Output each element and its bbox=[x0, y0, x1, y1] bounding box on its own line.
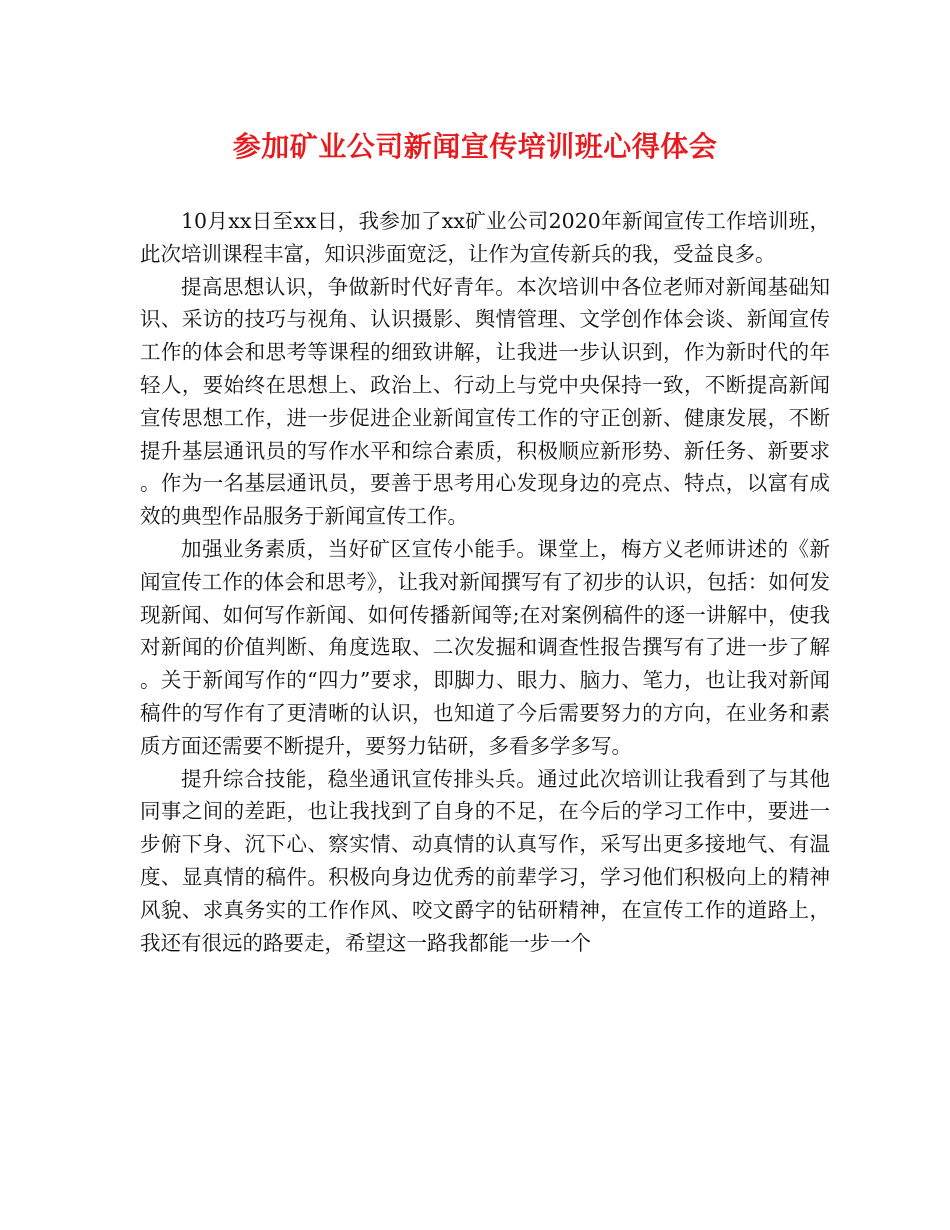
document-title: 参加矿业公司新闻宣传培训班心得体会 bbox=[232, 130, 718, 163]
paragraph-thought: 提高思想认识，争做新时代好青年。本次培训中各位老师对新闻基础知识、采访的技巧与视角、认识摄影、舆情管理、文学创作体会谈、新闻宣传工作的体会和思考等课程的细致讲解，让我进一步认识到，作为新时代的年轻人，要始终在思想上、政治上、行动上与党中央保持一致，不断提高新闻宣传思想工作，进一步促进企业新闻宣传工作的守正创新、健康发展，不断提升基层通讯员的写作水平和综合素质，积极顺应新形势、新任务、新要求。作为一名基层通讯员，要善于思考用心发现身边的亮点、特点，以富有成效的典型作品服务于新闻宣传工作。 bbox=[140, 274, 830, 529]
paragraph-intro: 10月xx日至xx日，我参加了xx矿业公司2020年新闻宣传工作培训班，此次培训课程丰富，知识涉面宽泛，让作为宣传新兵的我，受益良多。 bbox=[140, 209, 830, 266]
document-body bbox=[140, 205, 830, 959]
paragraph-business: 加强业务素质，当好矿区宣传小能手。课堂上，梅方义老师讲述的《新闻宣传工作的体会和思考》，让我对新闻撰写有了初步的认识，包括：如何发现新闻、如何写作新闻、如何传播新闻等;在对案例稿件的逐一讲解中，使我对新闻的价值判断、角度选取、二次发掘和调查性报告撰写有了进一步了解。关于新闻写作的“四力”要求，即脚力、眼力、脑力、笔力，也让我对新闻稿件的写作有了更清晰的认识，也知道了今后需要努力的方向，在业务和素质方面还需要不断提升，要努力钻研，多看多学多写。 bbox=[140, 536, 830, 758]
paragraph-skills: 提升综合技能，稳坐通讯宣传排头兵。通过此次培训让我看到了与其他同事之间的差距，也让我找到了自身的不足，在今后的学习工作中，要进一步俯下身、沉下心、察实情、动真情的认真写作，采写出更多接地气、有温度、显真情的稿件。积极向身边优秀的前辈学习，学习他们积极向上的精神风貌、求真务实的工作作风、咬文爵字的钻研精神，在宣传工作的道路上，我还有很远的路要走，希望这一路我都能一步一个 bbox=[140, 766, 830, 955]
